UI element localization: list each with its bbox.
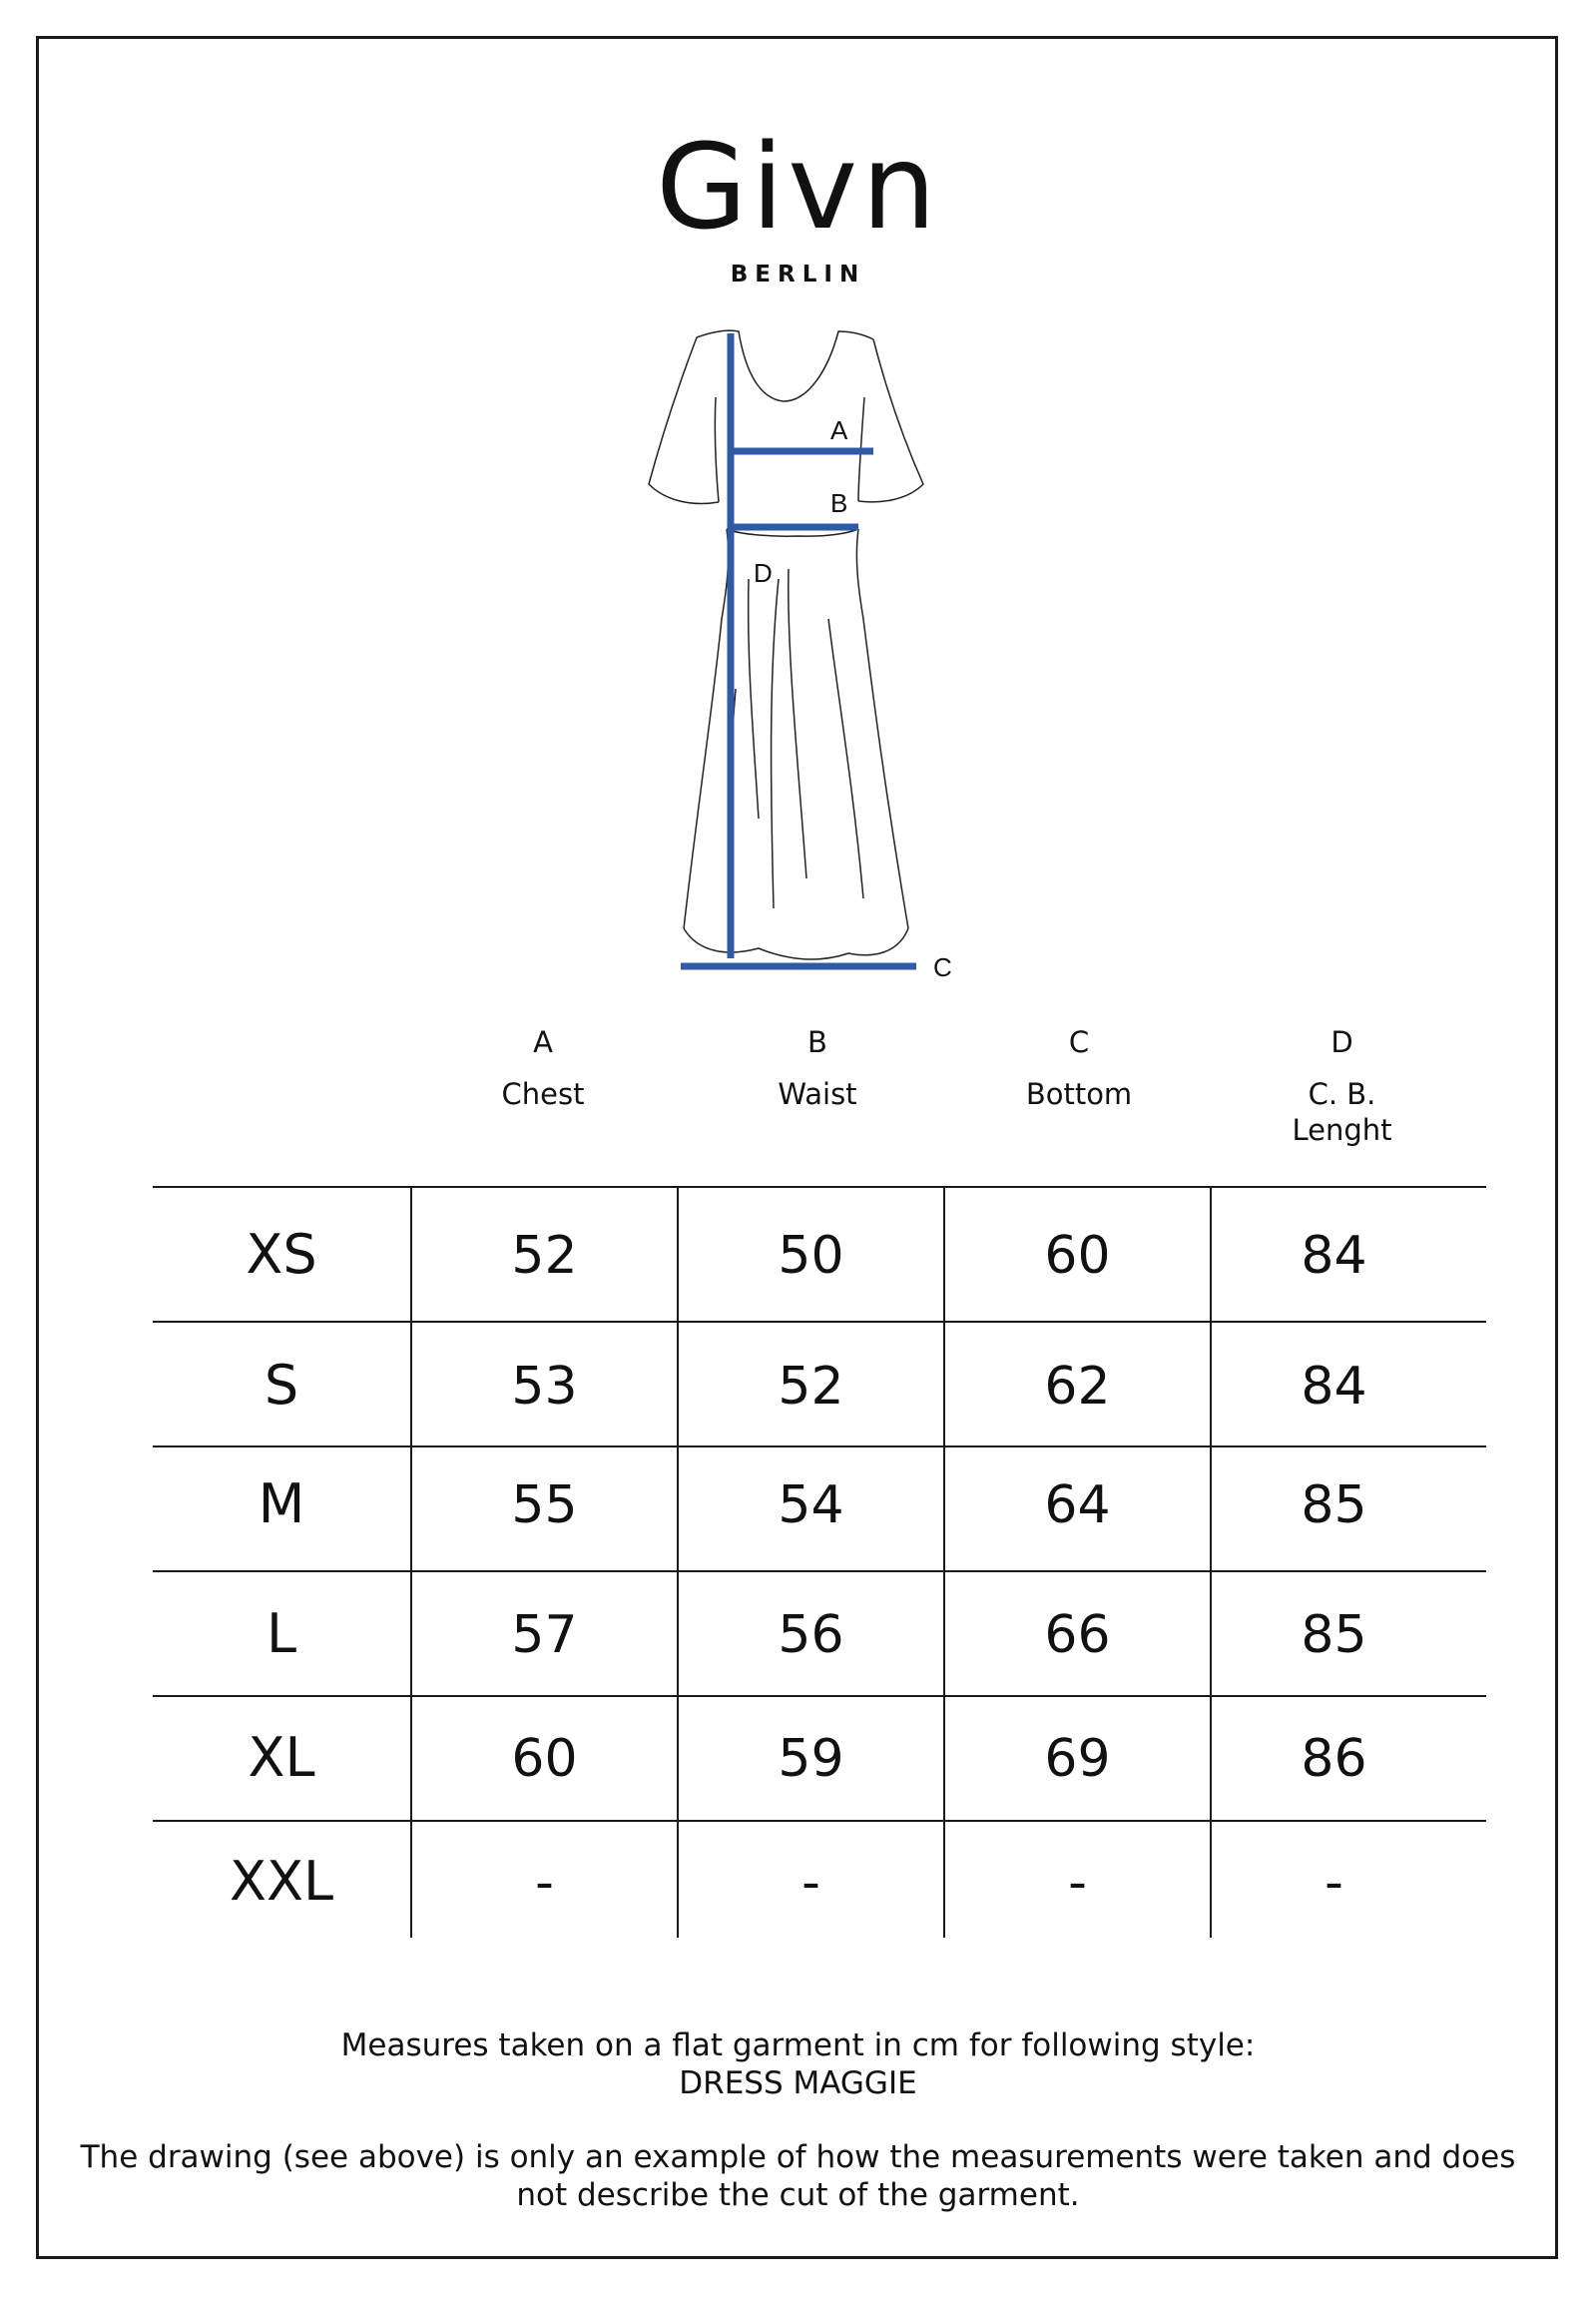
dress-measurement-diagram bbox=[619, 319, 998, 998]
length-value: 85 bbox=[1301, 1475, 1367, 1535]
label-c: C bbox=[933, 952, 952, 982]
length-value: 84 bbox=[1301, 1357, 1367, 1417]
size-label: XS bbox=[246, 1223, 317, 1286]
chest-value: 60 bbox=[511, 1729, 578, 1789]
table-column-rule bbox=[410, 1187, 412, 1938]
chest-value: 55 bbox=[511, 1475, 578, 1535]
brand-subtitle: BERLIN bbox=[730, 262, 866, 288]
table-rule bbox=[153, 1695, 1486, 1697]
length-value: 84 bbox=[1301, 1226, 1367, 1286]
column-letter: D bbox=[1330, 1025, 1353, 1059]
table-column-rule bbox=[677, 1187, 679, 1938]
table-rule bbox=[153, 1570, 1486, 1572]
label-d: D bbox=[754, 558, 773, 588]
waist-value: 59 bbox=[778, 1729, 844, 1789]
waist-value: 50 bbox=[778, 1226, 844, 1286]
disclaimer-line-2: not describe the cut of the garment. bbox=[516, 2177, 1080, 2213]
chest-value: 53 bbox=[511, 1357, 578, 1417]
size-label: XL bbox=[248, 1726, 315, 1789]
bottom-value: 62 bbox=[1044, 1357, 1111, 1417]
size-label: S bbox=[264, 1354, 299, 1417]
measurement-lines bbox=[681, 333, 916, 966]
bottom-value: 64 bbox=[1044, 1475, 1111, 1535]
waist-value: 54 bbox=[778, 1475, 844, 1535]
column-name: Waist bbox=[778, 1077, 857, 1111]
size-label: L bbox=[266, 1602, 297, 1665]
table-rule bbox=[153, 1820, 1486, 1822]
brand-logo: Givn bbox=[656, 118, 940, 256]
table-rule bbox=[153, 1445, 1486, 1447]
label-a: A bbox=[830, 415, 848, 445]
chest-value: - bbox=[535, 1853, 554, 1913]
footer-note: Measures taken on a flat garment in cm for following style: bbox=[340, 2027, 1256, 2063]
column-header-length bbox=[1220, 1024, 1464, 1148]
table-rule bbox=[153, 1321, 1486, 1323]
waist-value: 56 bbox=[778, 1605, 844, 1665]
column-header-waist bbox=[698, 1024, 937, 1112]
bottom-value: - bbox=[1068, 1853, 1087, 1913]
bottom-value: 66 bbox=[1044, 1605, 1111, 1665]
disclaimer-line-1: The drawing (see above) is only an example of how the measurements were taken and does bbox=[80, 2139, 1516, 2175]
waist-value: 52 bbox=[778, 1357, 844, 1417]
bottom-value: 69 bbox=[1044, 1729, 1111, 1789]
style-name: DRESS MAGGIE bbox=[679, 2065, 917, 2101]
table-column-rule bbox=[943, 1187, 945, 1938]
column-letter: C bbox=[1068, 1025, 1090, 1059]
length-value: - bbox=[1325, 1853, 1343, 1913]
column-name: Bottom bbox=[1025, 1077, 1133, 1111]
column-letter: B bbox=[807, 1025, 827, 1059]
length-value: 86 bbox=[1301, 1729, 1367, 1789]
column-header-bottom bbox=[959, 1024, 1199, 1112]
label-b: B bbox=[830, 488, 848, 518]
dress-outline bbox=[649, 330, 923, 959]
table-rule bbox=[153, 1186, 1486, 1188]
length-value: 85 bbox=[1301, 1605, 1367, 1665]
size-label: XXL bbox=[229, 1850, 334, 1913]
dress-illustration bbox=[619, 319, 998, 998]
column-name: Chest bbox=[501, 1077, 585, 1111]
waist-value: - bbox=[801, 1853, 820, 1913]
column-header-chest bbox=[423, 1024, 663, 1112]
chest-value: 52 bbox=[511, 1226, 578, 1286]
column-letter: A bbox=[533, 1025, 553, 1059]
table-column-rule bbox=[1210, 1187, 1212, 1938]
bottom-value: 60 bbox=[1044, 1226, 1111, 1286]
size-label: M bbox=[258, 1472, 305, 1535]
chest-value: 57 bbox=[511, 1605, 578, 1665]
column-name: C. B. Lenght bbox=[1292, 1077, 1392, 1147]
